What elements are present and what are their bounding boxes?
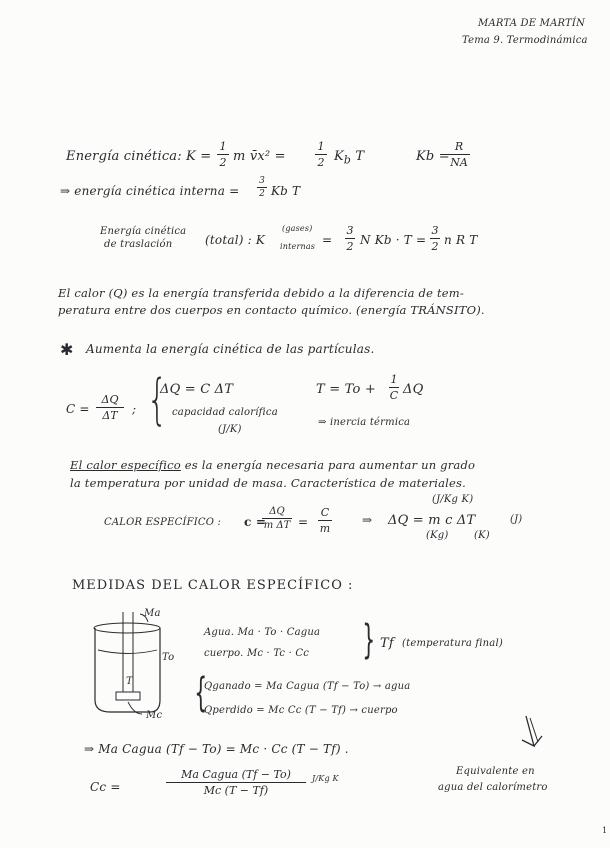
specific-arrow: ⇒ xyxy=(362,513,373,527)
translational-frac2: 3 2 xyxy=(431,224,439,253)
measure-to: To xyxy=(162,652,175,663)
measure-brace-left: { xyxy=(194,670,208,716)
kb-equation: Kb = xyxy=(416,149,450,164)
capacity-dq2: ΔQ xyxy=(403,382,424,397)
capacity-inertia: ⇒ inercia térmica xyxy=(318,417,411,428)
result-cc: Cc = xyxy=(90,780,121,794)
author-name: MARTA DE MARTÍN xyxy=(478,18,586,29)
measure-title: MEDIDAS DEL CALOR ESPECÍFICO : xyxy=(72,578,354,593)
capacity-one-over-c: 1 C xyxy=(389,373,399,402)
capacity-semicolon: ; xyxy=(132,402,137,416)
specific-unit-j: (J) xyxy=(510,514,523,525)
internal-energy-text: ⇒ energía cinética interna = xyxy=(60,184,240,198)
kinetic-label: Energía cinética: xyxy=(66,149,182,164)
translational-nkt: N Kb · T = xyxy=(360,233,427,247)
capacity-eq1: ΔQ = C ΔT xyxy=(160,382,234,397)
r-over-na: R NA xyxy=(448,140,470,169)
topic-title: Tema 9. Termodinámica xyxy=(462,35,588,46)
capacity-label: capacidad calorífica xyxy=(172,407,278,418)
translational-eq: = xyxy=(322,233,333,247)
translational-total: (total) : K xyxy=(205,233,266,247)
measure-ganado: Qganado = Ma Cagua (Tf − To) → agua xyxy=(204,681,411,692)
star-icon: ✱ xyxy=(60,340,74,359)
translational-line1: Energía cinética xyxy=(100,226,187,237)
translational-nrt: n R T xyxy=(444,233,478,247)
translational-sup: (gases) xyxy=(282,224,313,233)
measure-mc: Mc xyxy=(146,710,163,721)
measure-t: T xyxy=(126,676,133,687)
specific-frac2: C m xyxy=(319,506,331,535)
specific-units-top: (J/Kg K) xyxy=(432,494,474,505)
specific-frac1: ΔQ m ΔT xyxy=(263,506,291,531)
capacity-eq2: T = To + xyxy=(316,382,376,397)
result-unit: J/Kg K xyxy=(312,774,339,783)
measure-brace-right: } xyxy=(362,617,376,663)
specific-line2: la temperatura por unidad de masa. Característica de materiales. xyxy=(70,476,466,490)
result-line: ⇒ Ma Cagua (Tf − To) = Mc · Cc (T − Tf) . xyxy=(84,742,349,756)
internal-fraction: 3 2 xyxy=(257,176,267,199)
translational-sub: internas xyxy=(280,242,316,251)
measure-tf: Tf xyxy=(380,636,394,651)
capacity-c-eq: C = xyxy=(66,402,90,416)
page-number: 1 xyxy=(602,826,608,835)
specific-formula: ΔQ = m c ΔT xyxy=(388,513,476,528)
kinetic-lhs: K = xyxy=(186,149,212,164)
result-equiv2: agua del calorímetro xyxy=(438,782,548,793)
translational-frac1: 3 2 xyxy=(346,224,354,253)
kinetic-mv2: m v̄x² = xyxy=(233,149,286,164)
measure-tf-label: (temperatura final) xyxy=(402,638,503,649)
measure-ma-top: Ma xyxy=(144,608,161,619)
kinetic-half: 1 2 xyxy=(217,140,229,169)
star-note-text: Aumenta la energía cinética de las partículas. xyxy=(86,342,375,356)
heat-def-line2: peratura entre dos cuerpos en contacto químico. (energía TRÁNSITO). xyxy=(58,303,485,317)
specific-unit-k: (K) xyxy=(474,530,490,541)
capacity-units: (J/K) xyxy=(218,424,242,435)
internal-kbt: Kb T xyxy=(271,184,301,198)
result-fraction: Ma Cagua (Tf − To) Mc (T − Tf) xyxy=(166,768,306,797)
measure-agua: Agua. Ma · To · Cagua xyxy=(204,627,321,638)
specific-line1: El calor específico es la energía necesaria para aumentar un grado xyxy=(70,458,476,472)
measure-perdido: Qperdido = Mc Cc (T − Tf) → cuerpo xyxy=(204,705,398,716)
kinetic-kbt: $K_b$ T xyxy=(334,149,365,167)
translational-line2: de traslación xyxy=(104,239,173,250)
heat-def-line1: El calor (Q) es la energía transferida debido a la diferencia de tem- xyxy=(58,286,464,300)
specific-unit-kg: (Kg) xyxy=(426,530,449,541)
kinetic-half-2: 1 2 xyxy=(315,140,327,169)
specific-label: CALOR ESPECÍFICO : xyxy=(104,517,222,528)
capacity-frac: ΔQ ΔT xyxy=(96,393,124,422)
result-equiv1: Equivalente en xyxy=(456,766,535,777)
specific-eq: = xyxy=(298,515,309,529)
measure-cuerpo: cuerpo. Mc · Tc · Cc xyxy=(204,648,310,659)
specific-c-eq: c = xyxy=(244,515,267,529)
capacity-brace: { xyxy=(146,368,168,431)
